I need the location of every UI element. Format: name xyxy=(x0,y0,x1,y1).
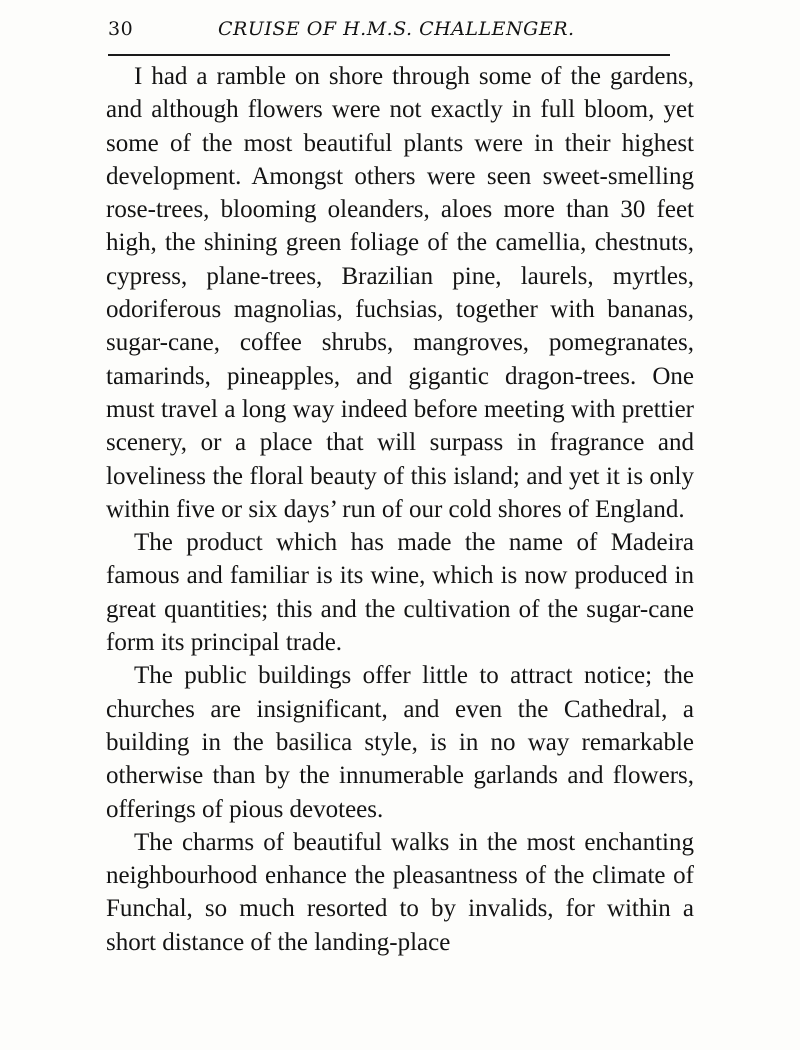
paragraph: The public buildings offer little to attract notice; the churches are insignificant, and even the Cathedral, a building in the basilica style, is in no way remarkable otherwise than by the innumerable garlands and flowers, offerings of pious devotees. xyxy=(106,662,694,823)
page-header xyxy=(108,16,690,48)
page-number: 30 xyxy=(108,18,134,40)
paragraph: The product which has made the name of Madeira famous and familiar is its wine, which is now produced in great quantities; this and the cultivation of the sugar-cane form its principal trade. xyxy=(106,529,694,657)
body-text xyxy=(106,60,694,959)
paragraph: I had a ramble on shore through some of the gardens, and although flowers were not exactly in full bloom, yet some of the most beautiful plants were in their highest development. Amongst others were seen sweet-smelling rose-trees, blooming oleanders, aloes more than 30 feet high, the shining green foliage of the camellia, chestnuts, cypress, plane-trees, Brazilian pine, laurels, myrtles, odoriferous magnolias, fuchsias, together with bananas, sugar-cane, coffee shrubs, mangroves, pomegranates, tamarinds, pineapples, and gigantic dragon-trees. One must travel a long way indeed before meeting with prettier scenery, or a place that will surpass in fragrance and loveliness the floral beauty of this island; and yet it is only within five or six days’ run of our cold shores of England. xyxy=(106,63,694,523)
paragraph: The charms of beautiful walks in the most enchanting neighbourhood enhance the pleasantness of the climate of Funchal, so much resorted to by invalids, for within a short distance of the landing-place xyxy=(106,828,694,956)
running-title: CRUISE OF H.M.S. CHALLENGER. xyxy=(218,18,575,40)
header-rule xyxy=(108,54,670,56)
